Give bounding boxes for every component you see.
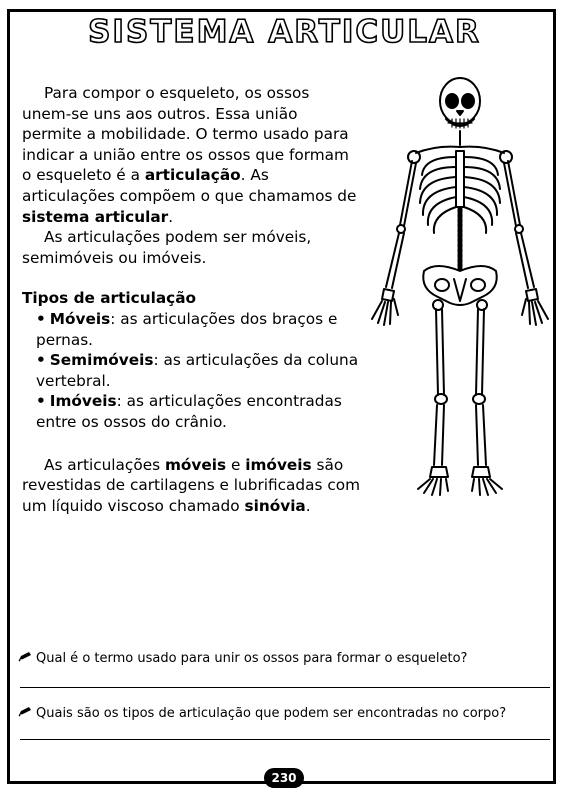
- skeleton-illustration: [366, 75, 554, 505]
- type-item: [22, 350, 362, 391]
- type-term: Imóveis: [49, 392, 117, 411]
- type-term: Móveis: [49, 309, 111, 328]
- intro-text-3: .: [168, 207, 174, 226]
- type-item: [22, 391, 362, 432]
- main-text: [22, 83, 362, 516]
- types-heading-text: Tipos de articulação: [22, 289, 197, 308]
- type-desc: : as articulações encontradas entre os ossos do crânio.: [36, 392, 342, 431]
- intro-paragraph-2: As articulações podem ser móveis, semimóveis ou imóveis.: [22, 228, 312, 267]
- closing-text: As articulações: [44, 455, 165, 474]
- question-text: Qual é o termo usado para unir os ossos para formar o esqueleto?: [36, 651, 468, 666]
- page-title: SISTEMA ARTICULAR: [88, 14, 481, 50]
- question-text: Quais são os tipos de articulação que podem ser encontradas no corpo?: [36, 706, 507, 721]
- term-moveis: móveis: [164, 455, 227, 474]
- term-articulacao: articulação: [144, 166, 241, 185]
- closing-text: e: [226, 455, 246, 474]
- closing-paragraph: [22, 455, 362, 517]
- intro-text-2: . As articulações compõem o que chamamos de: [22, 166, 357, 205]
- type-desc: : as articulações da coluna vertebral.: [36, 351, 359, 390]
- pencil-icon: [18, 652, 32, 662]
- question-1: [18, 651, 467, 666]
- bullet-icon: •: [36, 309, 46, 328]
- question-2: [18, 706, 506, 721]
- pencil-icon: [18, 707, 32, 717]
- term-sinovia: sinóvia: [244, 496, 306, 515]
- closing-text: .: [305, 496, 311, 515]
- term-imoveis: imóveis: [245, 455, 312, 474]
- bullet-icon: •: [36, 392, 46, 411]
- bullet-icon: •: [36, 351, 46, 370]
- intro-paragraph: [22, 83, 362, 227]
- closing-text: são revestidas de cartilagens e lubrificadas com um líquido viscoso chamado: [22, 455, 361, 515]
- type-desc: : as articulações dos braços e pernas.: [36, 309, 338, 349]
- term-sistema-articular: sistema articular: [22, 207, 169, 226]
- answer-line[interactable]: [20, 687, 550, 688]
- answer-line[interactable]: [20, 739, 550, 740]
- types-heading: [22, 288, 362, 309]
- page-number: 230: [264, 768, 304, 788]
- type-term: Semimóveis: [49, 351, 154, 370]
- intro-text-1: Para compor o esqueleto, os ossos unem-se uns aos outros. Essa união permite a mobilidade. O termo usado para indicar a união entre os ossos que formam o esqueleto é a: [22, 84, 349, 185]
- type-item: [22, 309, 362, 350]
